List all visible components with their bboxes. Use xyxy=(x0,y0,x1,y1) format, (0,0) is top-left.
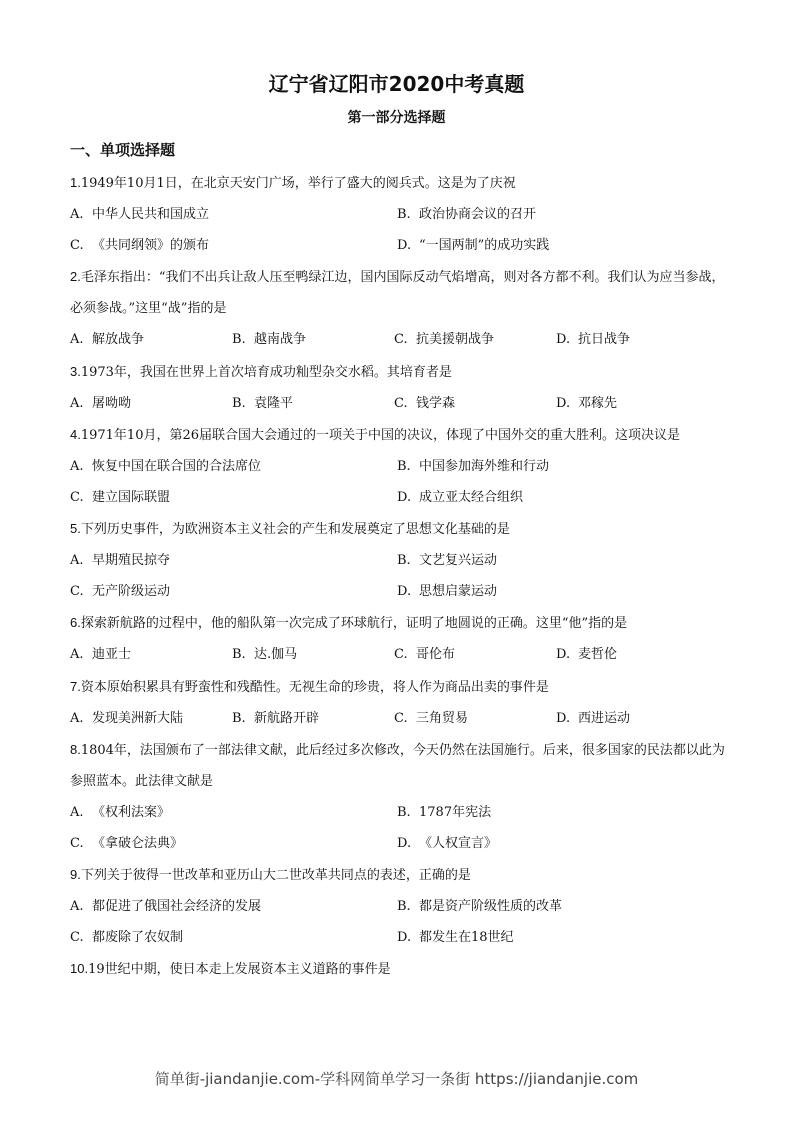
option-letter: D. xyxy=(556,710,571,726)
question-text: 1804年，法国颁布了一部法律文献，此后经过多次修改，今天仍然在法国施行。后来，很多国家的民法都以此为参照蓝本。此法律文献是 xyxy=(70,742,725,789)
question-6 xyxy=(70,607,726,639)
option xyxy=(397,545,724,576)
option xyxy=(70,545,397,576)
option xyxy=(70,828,397,859)
option-letter: D. xyxy=(397,584,412,600)
option-text: 恢复中国在联合国的合法席位 xyxy=(92,458,262,474)
option-letter: D. xyxy=(397,238,412,254)
question-number: 5. xyxy=(70,521,81,537)
question-number: 7. xyxy=(70,678,81,694)
options-6 xyxy=(70,639,726,670)
option-letter: C. xyxy=(70,835,84,851)
option-letter: B. xyxy=(232,332,246,348)
option-letter: D. xyxy=(556,395,571,411)
option-letter: C. xyxy=(70,489,84,505)
option-letter: C. xyxy=(394,395,408,411)
option-text: 三角贸易 xyxy=(416,710,469,726)
question-text: 1973年，我国在世界上首次培育成功籼型杂交水稻。其培育者是 xyxy=(80,364,452,380)
option xyxy=(397,230,724,261)
question-3 xyxy=(70,356,726,388)
option-letter: B. xyxy=(397,207,411,223)
option-letter: C. xyxy=(70,930,84,946)
option-text: 无产阶级运动 xyxy=(92,584,171,600)
option-letter: D. xyxy=(397,930,412,946)
option-text: 中华人民共和国成立 xyxy=(92,207,210,223)
option xyxy=(70,482,397,513)
option xyxy=(394,639,556,670)
option-text: 《共同纲领》的颁布 xyxy=(92,238,210,254)
option-letter: D. xyxy=(397,835,412,851)
option-text: 邓稼先 xyxy=(578,395,618,411)
options-4 xyxy=(70,451,726,513)
option xyxy=(70,891,397,922)
part-subtitle: 第一部分选择题 xyxy=(347,110,446,126)
option-text: 《权利法案》 xyxy=(92,804,171,820)
question-text: 1949年10月1日，在北京天安门广场，举行了盛大的阅兵式。这是为了庆祝 xyxy=(80,176,516,191)
option xyxy=(397,199,724,230)
option-letter: B. xyxy=(397,804,411,820)
question-text: 毛泽东指出：“我们不出兵让敌人压至鸭绿江边，国内国际反动气焰增高，则对各方都不利。我们认为应当参战，必须参战。”这里“战”指的是 xyxy=(70,270,725,317)
option xyxy=(397,451,724,482)
option-text: 越南战争 xyxy=(254,332,307,348)
question-number: 4. xyxy=(70,426,81,442)
question-4 xyxy=(70,419,726,451)
option-letter: B. xyxy=(232,710,246,726)
option-letter: C. xyxy=(394,647,408,663)
option-letter: C. xyxy=(394,710,408,726)
option-letter: A. xyxy=(70,804,84,820)
question-text: 下列历史事件，为欧洲资本主义社会的产生和发展奠定了思想文化基础的是 xyxy=(80,522,510,538)
question-number: 10. xyxy=(70,961,89,977)
option-text: 麦哲伦 xyxy=(578,647,618,663)
option-text: 新航路开辟 xyxy=(254,710,320,726)
option-letter: B. xyxy=(397,458,411,474)
option xyxy=(70,230,397,261)
option-text: 早期殖民掠夺 xyxy=(92,553,171,569)
options-9 xyxy=(70,891,726,953)
option xyxy=(556,703,718,734)
option xyxy=(397,797,724,828)
option xyxy=(70,703,232,734)
question-number: 6. xyxy=(70,615,81,631)
question-10 xyxy=(70,953,726,985)
option-text: 钱学森 xyxy=(416,395,456,411)
option-letter: B. xyxy=(397,553,411,569)
question-number: 8. xyxy=(70,741,81,757)
option xyxy=(397,891,724,922)
option xyxy=(397,828,724,859)
option-text: 都废除了农奴制 xyxy=(92,930,184,946)
question-5 xyxy=(70,513,726,545)
option-text: 解放战争 xyxy=(92,332,145,348)
question-text: 资本原始积累具有野蛮性和残酷性。无视生命的珍贵，将人作为商品出卖的事件是 xyxy=(80,679,549,695)
option-letter: C. xyxy=(70,238,84,254)
option xyxy=(232,324,394,355)
option xyxy=(232,639,394,670)
option xyxy=(397,576,724,607)
option-letter: A. xyxy=(70,395,84,411)
option xyxy=(70,797,397,828)
option-text: 西进运动 xyxy=(578,710,631,726)
option-letter: C. xyxy=(394,332,408,348)
option-letter: A. xyxy=(70,207,84,223)
option xyxy=(556,639,718,670)
option xyxy=(70,388,232,419)
options-7 xyxy=(70,703,726,734)
option xyxy=(556,324,718,355)
option-letter: A. xyxy=(70,899,84,915)
option-text: 发现美洲新大陆 xyxy=(92,710,184,726)
option-letter: C. xyxy=(70,584,84,600)
option xyxy=(70,451,397,482)
option xyxy=(397,922,724,953)
option-text: 《拿破仑法典》 xyxy=(92,835,184,851)
question-number: 3. xyxy=(70,363,81,379)
options-3 xyxy=(70,388,726,419)
question-text: 1971年10月，第26届联合国大会通过的一项关于中国的决议，体现了中国外交的重大胜利。这项决议是 xyxy=(80,427,681,443)
option-letter: A. xyxy=(70,332,84,348)
option-letter: A. xyxy=(70,647,84,663)
option-text: “一国两制”的成功实践 xyxy=(419,238,550,254)
options-2 xyxy=(70,324,726,355)
option-letter: B. xyxy=(232,395,246,411)
options-1 xyxy=(70,199,726,261)
option-text: 迪亚士 xyxy=(92,647,132,663)
question-text: 下列关于彼得一世改革和亚历山大二世改革共同点的表述，正确的是 xyxy=(80,868,471,884)
option-text: 政治协商会议的召开 xyxy=(419,207,537,223)
option-letter: A. xyxy=(70,553,84,569)
option-letter: D. xyxy=(556,332,571,348)
option-text: 文艺复兴运动 xyxy=(419,553,498,569)
option-text: 都发生在18世纪 xyxy=(419,930,514,946)
option xyxy=(397,482,724,513)
question-text: 探索新航路的过程中，他的船队第一次完成了环球航行，证明了地圆说的正确。这里“他”指的是 xyxy=(80,616,628,632)
footer-watermark: 简单街-jiandanjie.com-学科网简单学习一条街 https://jiandanjie.com xyxy=(154,1070,639,1088)
options-8 xyxy=(70,797,726,859)
option xyxy=(70,576,397,607)
option xyxy=(70,324,232,355)
option xyxy=(394,703,556,734)
option xyxy=(70,639,232,670)
option-text: 都促进了俄国社会经济的发展 xyxy=(92,899,262,915)
question-1 xyxy=(70,167,726,199)
option-text: 抗日战争 xyxy=(578,332,631,348)
option xyxy=(394,388,556,419)
question-2 xyxy=(70,261,726,324)
question-number: 2. xyxy=(70,269,81,285)
question-list xyxy=(70,167,726,985)
option-text: 袁隆平 xyxy=(254,395,294,411)
option xyxy=(232,703,394,734)
question-8 xyxy=(70,734,726,797)
option-text: 达.伽马 xyxy=(254,647,298,663)
option xyxy=(394,324,556,355)
document-title: 辽宁省辽阳市2020中考真题 xyxy=(268,72,525,96)
option-text: 都是资产阶级性质的改革 xyxy=(419,899,563,915)
options-5 xyxy=(70,545,726,607)
option-letter: B. xyxy=(232,647,246,663)
option-text: 思想启蒙运动 xyxy=(419,584,498,600)
option-letter: D. xyxy=(397,489,412,505)
option-text: 建立国际联盟 xyxy=(92,489,171,505)
option xyxy=(70,199,397,230)
question-text: 19世纪中期，使日本走上发展资本主义道路的事件是 xyxy=(88,962,391,978)
option-letter: A. xyxy=(70,710,84,726)
option-text: 《人权宣言》 xyxy=(419,835,498,851)
option-text: 中国参加海外维和行动 xyxy=(419,458,550,474)
option-text: 哥伦布 xyxy=(416,647,456,663)
option-text: 成立亚太经合组织 xyxy=(419,489,524,505)
question-number: 1. xyxy=(70,175,81,190)
option-text: 屠呦呦 xyxy=(92,395,132,411)
question-number: 9. xyxy=(70,867,81,883)
option-letter: A. xyxy=(70,458,84,474)
question-7 xyxy=(70,671,726,703)
question-9 xyxy=(70,859,726,891)
option xyxy=(70,922,397,953)
option-letter: B. xyxy=(397,899,411,915)
option-text: 抗美援朝战争 xyxy=(416,332,495,348)
option-text: 1787年宪法 xyxy=(419,804,492,820)
section-heading: 一、单项选择题 xyxy=(70,141,176,159)
option xyxy=(556,388,718,419)
option xyxy=(232,388,394,419)
option-letter: D. xyxy=(556,647,571,663)
